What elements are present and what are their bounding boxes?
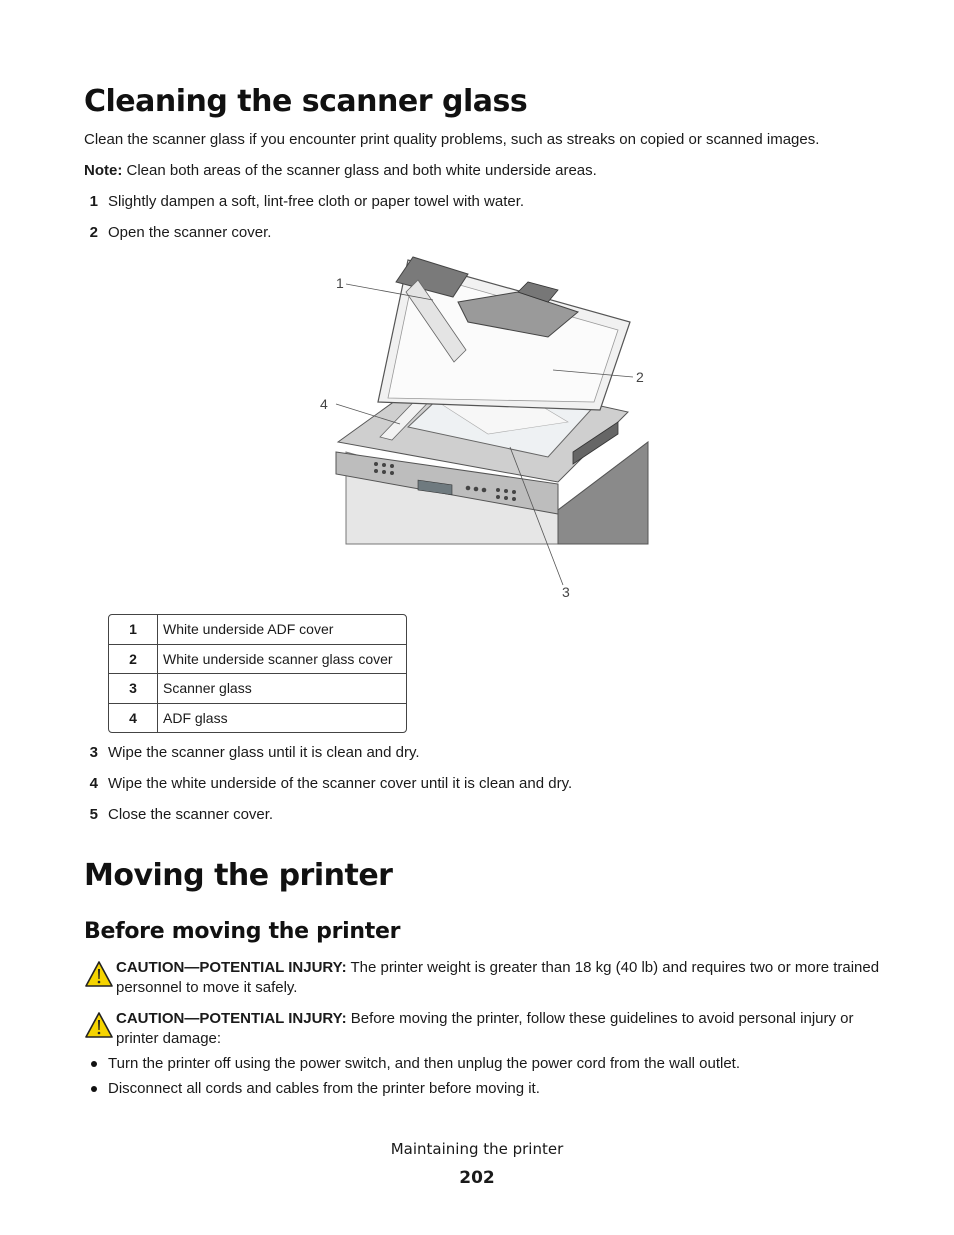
note-label: Note: (84, 162, 123, 179)
callout-legend-table (108, 614, 407, 733)
section-title-moving: Moving the printer (84, 858, 393, 893)
step-number: 3 (89, 744, 98, 761)
legend-number: 4 (109, 703, 158, 733)
step-text: Slightly dampen a soft, lint-free cloth or paper towel with water. (108, 193, 525, 210)
legend-number: 2 (109, 644, 158, 674)
caution-text (116, 958, 886, 998)
step-number: 2 (89, 224, 98, 241)
legend-label: ADF glass (158, 703, 406, 733)
intro-paragraph: Clean the scanner glass if you encounter print quality problems, such as streaks on copied or scanned images. (84, 131, 820, 148)
callout-4: 4 (320, 396, 328, 412)
caution-text (116, 1009, 886, 1049)
bullet-dot (91, 1061, 97, 1067)
section-title-cleaning: Cleaning the scanner glass (84, 84, 528, 119)
bullet-dot (91, 1086, 97, 1092)
caution-body: Before moving the printer, follow these guidelines to avoid personal injury or printer damage: (116, 1010, 854, 1047)
bullet-text: Turn the printer off using the power switch, and then unplug the power cord from the wall outlet. (108, 1055, 741, 1072)
table-row (109, 615, 406, 644)
legend-label: White underside ADF cover (163, 621, 334, 638)
footer-chapter: Maintaining the printer (390, 1140, 564, 1158)
subsection-title-before-moving: Before moving the printer (84, 919, 401, 944)
step-text: Close the scanner cover. (108, 806, 274, 823)
warning-triangle-icon (84, 1011, 114, 1039)
table-row (109, 644, 406, 674)
caution-label: CAUTION—POTENTIAL INJURY: (116, 1010, 347, 1027)
scanner-printer-illustration (318, 252, 662, 597)
legend-label: Scanner glass (158, 673, 406, 703)
callout-1: 1 (336, 275, 344, 291)
step-number: 5 (89, 806, 98, 823)
step-text: Wipe the scanner glass until it is clean and dry. (108, 744, 420, 761)
note-paragraph (84, 161, 884, 181)
table-row (109, 673, 406, 703)
step-text: Open the scanner cover. (108, 224, 272, 241)
legend-number: 1 (109, 615, 158, 644)
legend-number: 3 (109, 673, 158, 703)
caution-label: CAUTION—POTENTIAL INJURY: (116, 959, 347, 976)
table-row (109, 703, 406, 733)
step-number: 1 (89, 193, 98, 210)
legend-label: White underside scanner glass cover (158, 644, 406, 674)
bullet-text: Disconnect all cords and cables from the printer before moving it. (108, 1080, 540, 1097)
caution-body: The printer weight is greater than 18 kg (40 lb) and requires two or more trained personnel to move it safely. (116, 959, 880, 996)
callout-2: 2 (636, 369, 644, 385)
page-number: 202 (459, 1168, 495, 1188)
callout-3: 3 (562, 584, 570, 597)
step-number: 4 (89, 775, 98, 792)
step-text: Wipe the white underside of the scanner cover until it is clean and dry. (108, 775, 573, 792)
note-text: Clean both areas of the scanner glass and both white underside areas. (122, 162, 597, 179)
warning-triangle-icon (84, 960, 114, 988)
